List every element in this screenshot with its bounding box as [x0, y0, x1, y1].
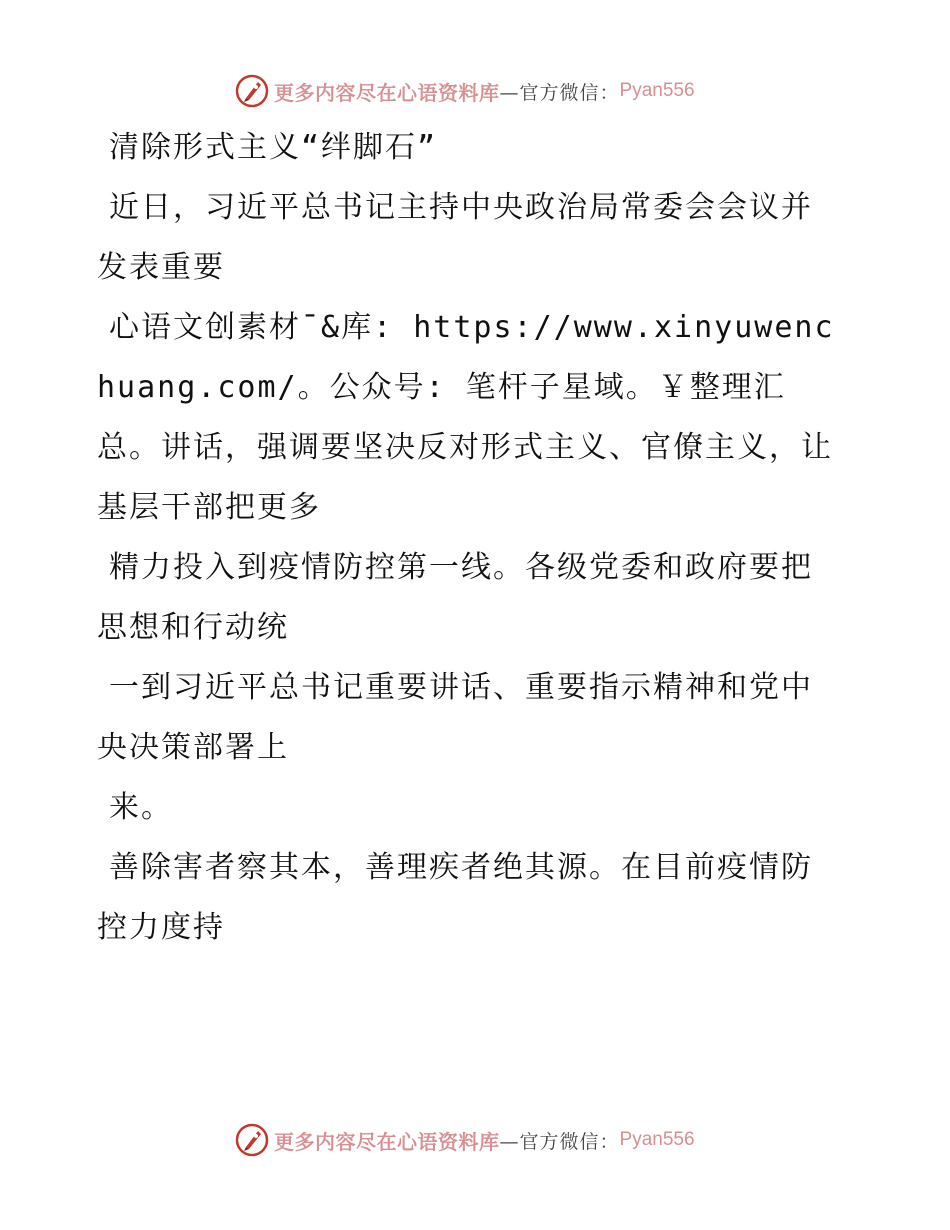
paragraph: 精力投入到疫情防控第一线。各级党委和政府要把思想和行动统	[97, 550, 813, 645]
pen-logo-icon	[234, 73, 270, 109]
footer-banner	[234, 1120, 695, 1160]
header-banner	[234, 71, 695, 111]
paragraph: 善除害者察其本，善理疾者绝其源。在目前疫情防控力度持	[97, 850, 813, 945]
paragraph-title: 清除形式主义“绊脚石”	[109, 130, 438, 165]
banner-wechat-id: Pyan556	[619, 1129, 695, 1150]
banner-wechat-id: Pyan556	[619, 80, 695, 101]
banner-subtitle: —官方微信：	[499, 1130, 620, 1153]
banner-title: 更多内容尽在心语资料库	[274, 80, 500, 105]
paragraph: 来。	[109, 790, 173, 825]
paragraph: 心语文创素材¯&库: https://www.xinyuwenchuang.com/。公众号: 笔杆子星域。￥整理汇总。讲话，强调要坚决反对形式主义、官僚主义，让基层干部把更多	[97, 310, 835, 525]
document-body	[97, 118, 837, 958]
pen-logo-icon	[234, 1122, 270, 1158]
paragraph: 近日，习近平总书记主持中央政治局常委会会议并发表重要	[97, 190, 813, 285]
banner-title: 更多内容尽在心语资料库	[274, 1129, 500, 1154]
banner-subtitle: —官方微信：	[499, 81, 620, 104]
paragraph: 一到习近平总书记重要讲话、重要指示精神和党中央决策部署上	[97, 670, 813, 765]
